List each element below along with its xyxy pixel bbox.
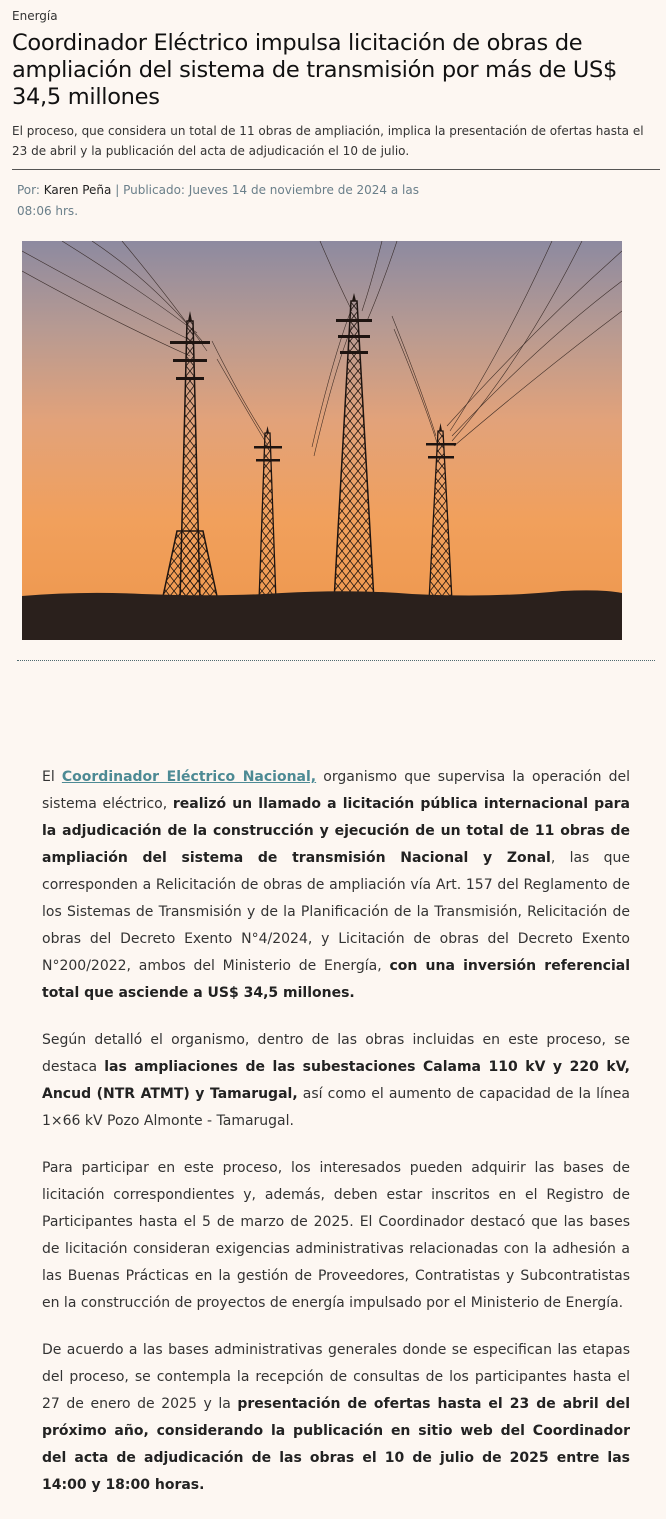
category-label[interactable]: Energía	[12, 9, 58, 23]
article-paragraph-3	[42, 1155, 630, 1317]
p1-text-2: organismo que supervisa la operación del sistema eléctrico,	[42, 769, 630, 812]
p3-text-1: Para participar en este proceso, los interesados pueden adquirir las bases de licitación correspondientes y, además, deben estar inscritos en el Registro de Participantes hasta el 5 de marzo de 2025. El Coordinador destacó que las bases de licitación consideran exigencias administrativas relacionadas con la adhesión a las Buenas Prácticas en la gestión de Proveedores, Contratistas y Subcontratistas en la construcción de proyectos de energía impulsado por el Ministerio de Energía.	[42, 1160, 630, 1311]
article-paragraph-4	[42, 1337, 630, 1499]
p1-text-3: , las que corresponden a Relicitación de obras de ampliación vía Art. 157 del Reglamento de los Sistemas de Transmisión y de la Planificación de la Transmisión, Relicitación de obras del Decreto Exento N°4/2024, y Licitación de obras del Decreto Exento N°200/2022, ambos del Ministerio de Energía,	[42, 850, 630, 974]
header-divider	[12, 169, 660, 170]
p1-text-1: El	[42, 769, 62, 785]
article-lead: El proceso, que considera un total de 11 obras de ampliación, implica la presentación de ofertas hasta el 23 de abril y la publicación del acta de adjudicación el 10 de julio.	[12, 124, 644, 158]
byline-by-label: Por:	[17, 183, 40, 197]
byline	[17, 180, 427, 222]
coordinador-link[interactable]: Coordinador Eléctrico Nacional,	[61, 769, 317, 785]
article-paragraph-2	[42, 1027, 630, 1135]
p2-text-1: Según detalló el organismo, dentro de las obras incluidas en este proceso, se destaca	[42, 1032, 630, 1075]
p2-text-2: así como el aumento de capacidad de la línea 1×66 kV Pozo Almonte - Tamarugal.	[42, 1086, 630, 1129]
image-divider	[17, 660, 655, 661]
p4-bold-1: presentación de ofertas hasta el 23 de abril del próximo año, considerando la publicación en sitio web del Coordinador del acta de adjudicación de las obras el 10 de julio de 2025 entre las 14:00 y 18:00 horas.	[42, 1396, 631, 1493]
p1-bold-2: con una inversión referencial total que asciende a US$ 34,5 millones.	[42, 958, 631, 1001]
article-headline: Coordinador Eléctrico impulsa licitación de obras de ampliación del sistema de transmisión por más de US$ 34,5 millones	[12, 30, 618, 110]
hero-image	[22, 241, 622, 640]
p4-text-1: De acuerdo a las bases administrativas generales donde se especifican las etapas del proceso, se contempla la recepción de consultas de los participantes hasta el 27 de enero de 2025 y la	[42, 1342, 630, 1412]
byline-author: Karen Peña	[43, 183, 112, 197]
byline-published-date: Jueves 14 de noviembre de 2024 a las 08:06 hrs.	[17, 183, 419, 218]
p1-bold-1: realizó un llamado a licitación pública internacional para la adjudicación de la construcción y ejecución de un total de 11 obras de ampliación del sistema de transmisión Nacional y Zonal	[42, 796, 630, 866]
article-paragraph-1	[42, 764, 630, 1007]
p2-bold-1: las ampliaciones de las subestaciones Calama 110 kV y 220 kV, Ancud (NTR ATMT) y Tamarugal,	[42, 1059, 630, 1102]
article-body	[42, 764, 630, 1519]
byline-published-label: Publicado:	[123, 183, 185, 197]
byline-separator: |	[115, 183, 120, 197]
